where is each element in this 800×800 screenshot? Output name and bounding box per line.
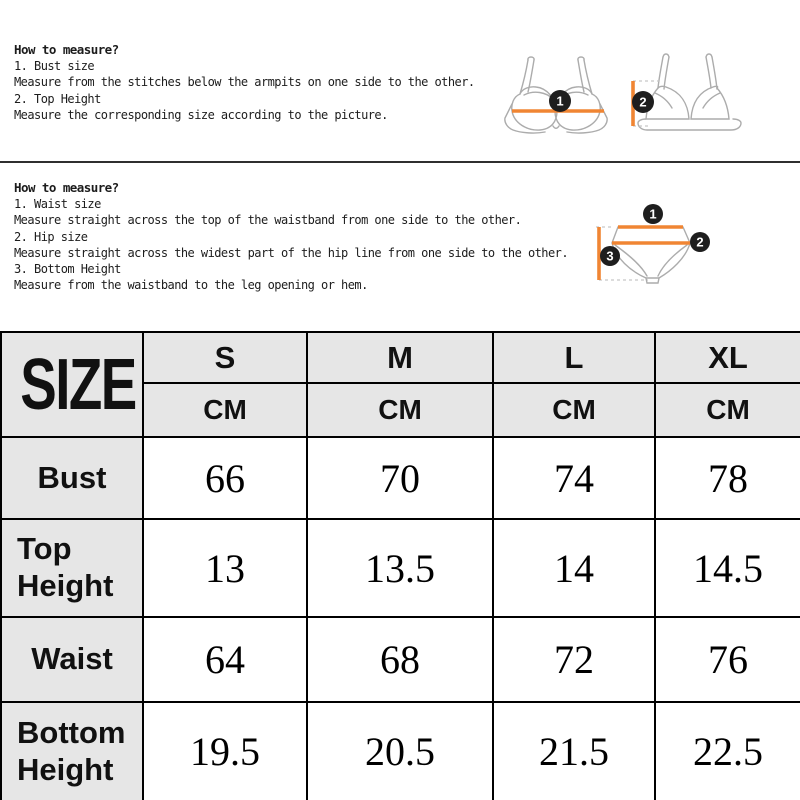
bottom-measure-figure	[580, 195, 765, 300]
bottom-height-l: 21.5	[493, 702, 655, 800]
measure-heading: How to measure?	[14, 180, 119, 195]
marker-1-label: 1	[556, 93, 564, 109]
top-height-l: 14	[493, 519, 655, 617]
measure-line: Measure the corresponding size according to the picture.	[14, 107, 388, 122]
unit-header: CM	[307, 383, 493, 437]
bust-xl: 78	[655, 437, 800, 519]
table-row	[1, 437, 800, 519]
table-row	[1, 519, 800, 617]
column-header-xl: XL	[655, 332, 800, 383]
bikini-bottom-sketch	[612, 227, 690, 283]
section-divider	[0, 161, 800, 163]
waist-m: 68	[307, 617, 493, 702]
measure-line: Measure straight across the top of the waistband from one side to the other.	[14, 213, 522, 228]
bottom-height-m: 20.5	[307, 702, 493, 800]
unit-header: CM	[143, 383, 307, 437]
size-table	[0, 331, 800, 800]
row-label-top-height: Top Height	[1, 519, 143, 617]
unit-header: CM	[493, 383, 655, 437]
measure-line: Measure from the waistband to the leg opening or hem.	[14, 278, 368, 293]
bottom-height-s: 19.5	[143, 702, 307, 800]
top-height-s: 13	[143, 519, 307, 617]
bikini-top-sketch	[638, 54, 741, 130]
waist-l: 72	[493, 617, 655, 702]
row-label-bottom-height: Bottom Height	[1, 702, 143, 800]
table-row	[1, 617, 800, 702]
measure-line: 2. Top Height	[14, 91, 101, 106]
row-label-waist: Waist	[1, 617, 143, 702]
measure-line: 3. Bottom Height	[14, 262, 121, 277]
marker-1-label: 1	[649, 206, 657, 222]
size-table-title-cell	[1, 332, 143, 437]
measure-line: 2. Hip size	[14, 229, 88, 244]
bust-s: 66	[143, 437, 307, 519]
measure-instructions-bottom	[14, 180, 568, 293]
marker-2-label: 2	[696, 234, 704, 250]
marker-2-label: 2	[639, 94, 647, 110]
size-table-title: SIZE	[20, 344, 136, 425]
top-measure-figure	[495, 40, 765, 165]
bust-m: 70	[307, 437, 493, 519]
bottom-height-xl: 22.5	[655, 702, 800, 800]
bust-l: 74	[493, 437, 655, 519]
unit-header: CM	[655, 383, 800, 437]
measure-heading: How to measure?	[14, 42, 119, 57]
measure-line: 1. Bust size	[14, 59, 95, 74]
table-row	[1, 702, 800, 800]
marker-3-label: 3	[606, 248, 614, 264]
row-label-bust: Bust	[1, 437, 143, 519]
measure-line: Measure from the stitches below the armpits on one side to the other.	[14, 75, 475, 90]
top-height-xl: 14.5	[655, 519, 800, 617]
waist-s: 64	[143, 617, 307, 702]
top-height-m: 13.5	[307, 519, 493, 617]
column-header-l: L	[493, 332, 655, 383]
waist-xl: 76	[655, 617, 800, 702]
column-header-m: M	[307, 332, 493, 383]
measure-line: 1. Waist size	[14, 197, 101, 212]
measure-instructions-top	[14, 42, 475, 123]
column-header-s: S	[143, 332, 307, 383]
measure-line: Measure straight across the widest part of the hip line from one side to the other.	[14, 245, 568, 260]
